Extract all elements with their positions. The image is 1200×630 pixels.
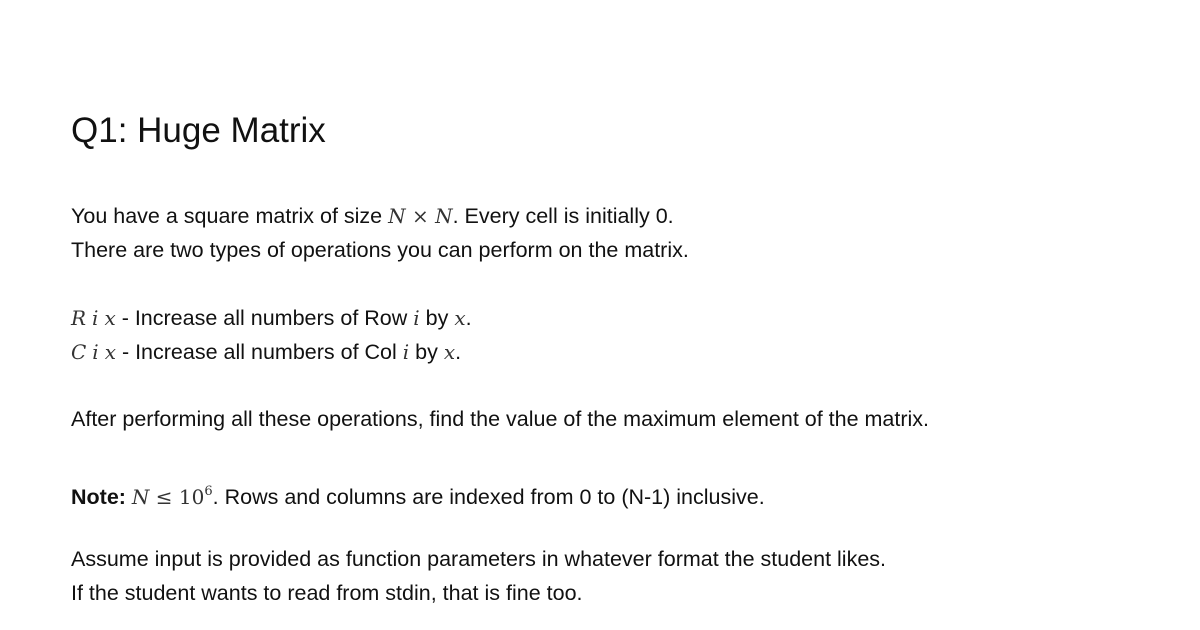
math-var-x: x [454,306,466,330]
math-var-i: i [92,306,99,330]
intro-text-a: You have a square matrix of size [71,204,389,228]
math-leq: ≤ [149,485,179,509]
math-op-R: R [71,306,87,330]
operation-text-b: by [419,306,455,330]
math-base: 10 [178,485,205,509]
task-statement: After performing all these operations, find the value of the maximum element of the matrix. [71,407,930,431]
math-var-x: x [104,306,116,330]
math-times: × [405,204,436,228]
operation-col [71,337,461,367]
note-text: . Rows and columns are indexed from 0 to (N-1) inclusive. [212,485,765,509]
page-title: Q1: Huge Matrix [71,111,326,150]
operation-text-a: - Increase all numbers of Col [115,340,403,364]
intro-line-2: There are two types of operations you can perform on the matrix. [71,238,689,262]
math-N: N [435,204,453,228]
intro-text-b: . Every cell is initially 0. [452,204,674,228]
operation-row [71,303,472,333]
operation-text-b: by [409,340,444,364]
math-var-i: i [92,340,99,364]
math-var-x: x [104,340,116,364]
math-var-i: i [402,340,410,364]
input-line-2: If the student wants to read from stdin, that is fine too. [71,581,583,605]
math-N: N [388,204,406,228]
input-line-1: Assume input is provided as function parameters in whatever format the student likes. [71,547,887,571]
intro-line-1 [71,201,674,231]
operation-text-c: . [455,340,462,364]
math-var-i: i [413,306,420,330]
math-op-C: C [71,340,87,364]
math-N: N [131,485,150,509]
note-line [71,477,765,512]
math-var-x: x [443,340,456,364]
math-exponent: 6 [204,484,213,499]
note-label: Note: [71,485,126,509]
operation-text-c: . [465,306,472,330]
operation-text-a: - Increase all numbers of Row [115,306,414,330]
